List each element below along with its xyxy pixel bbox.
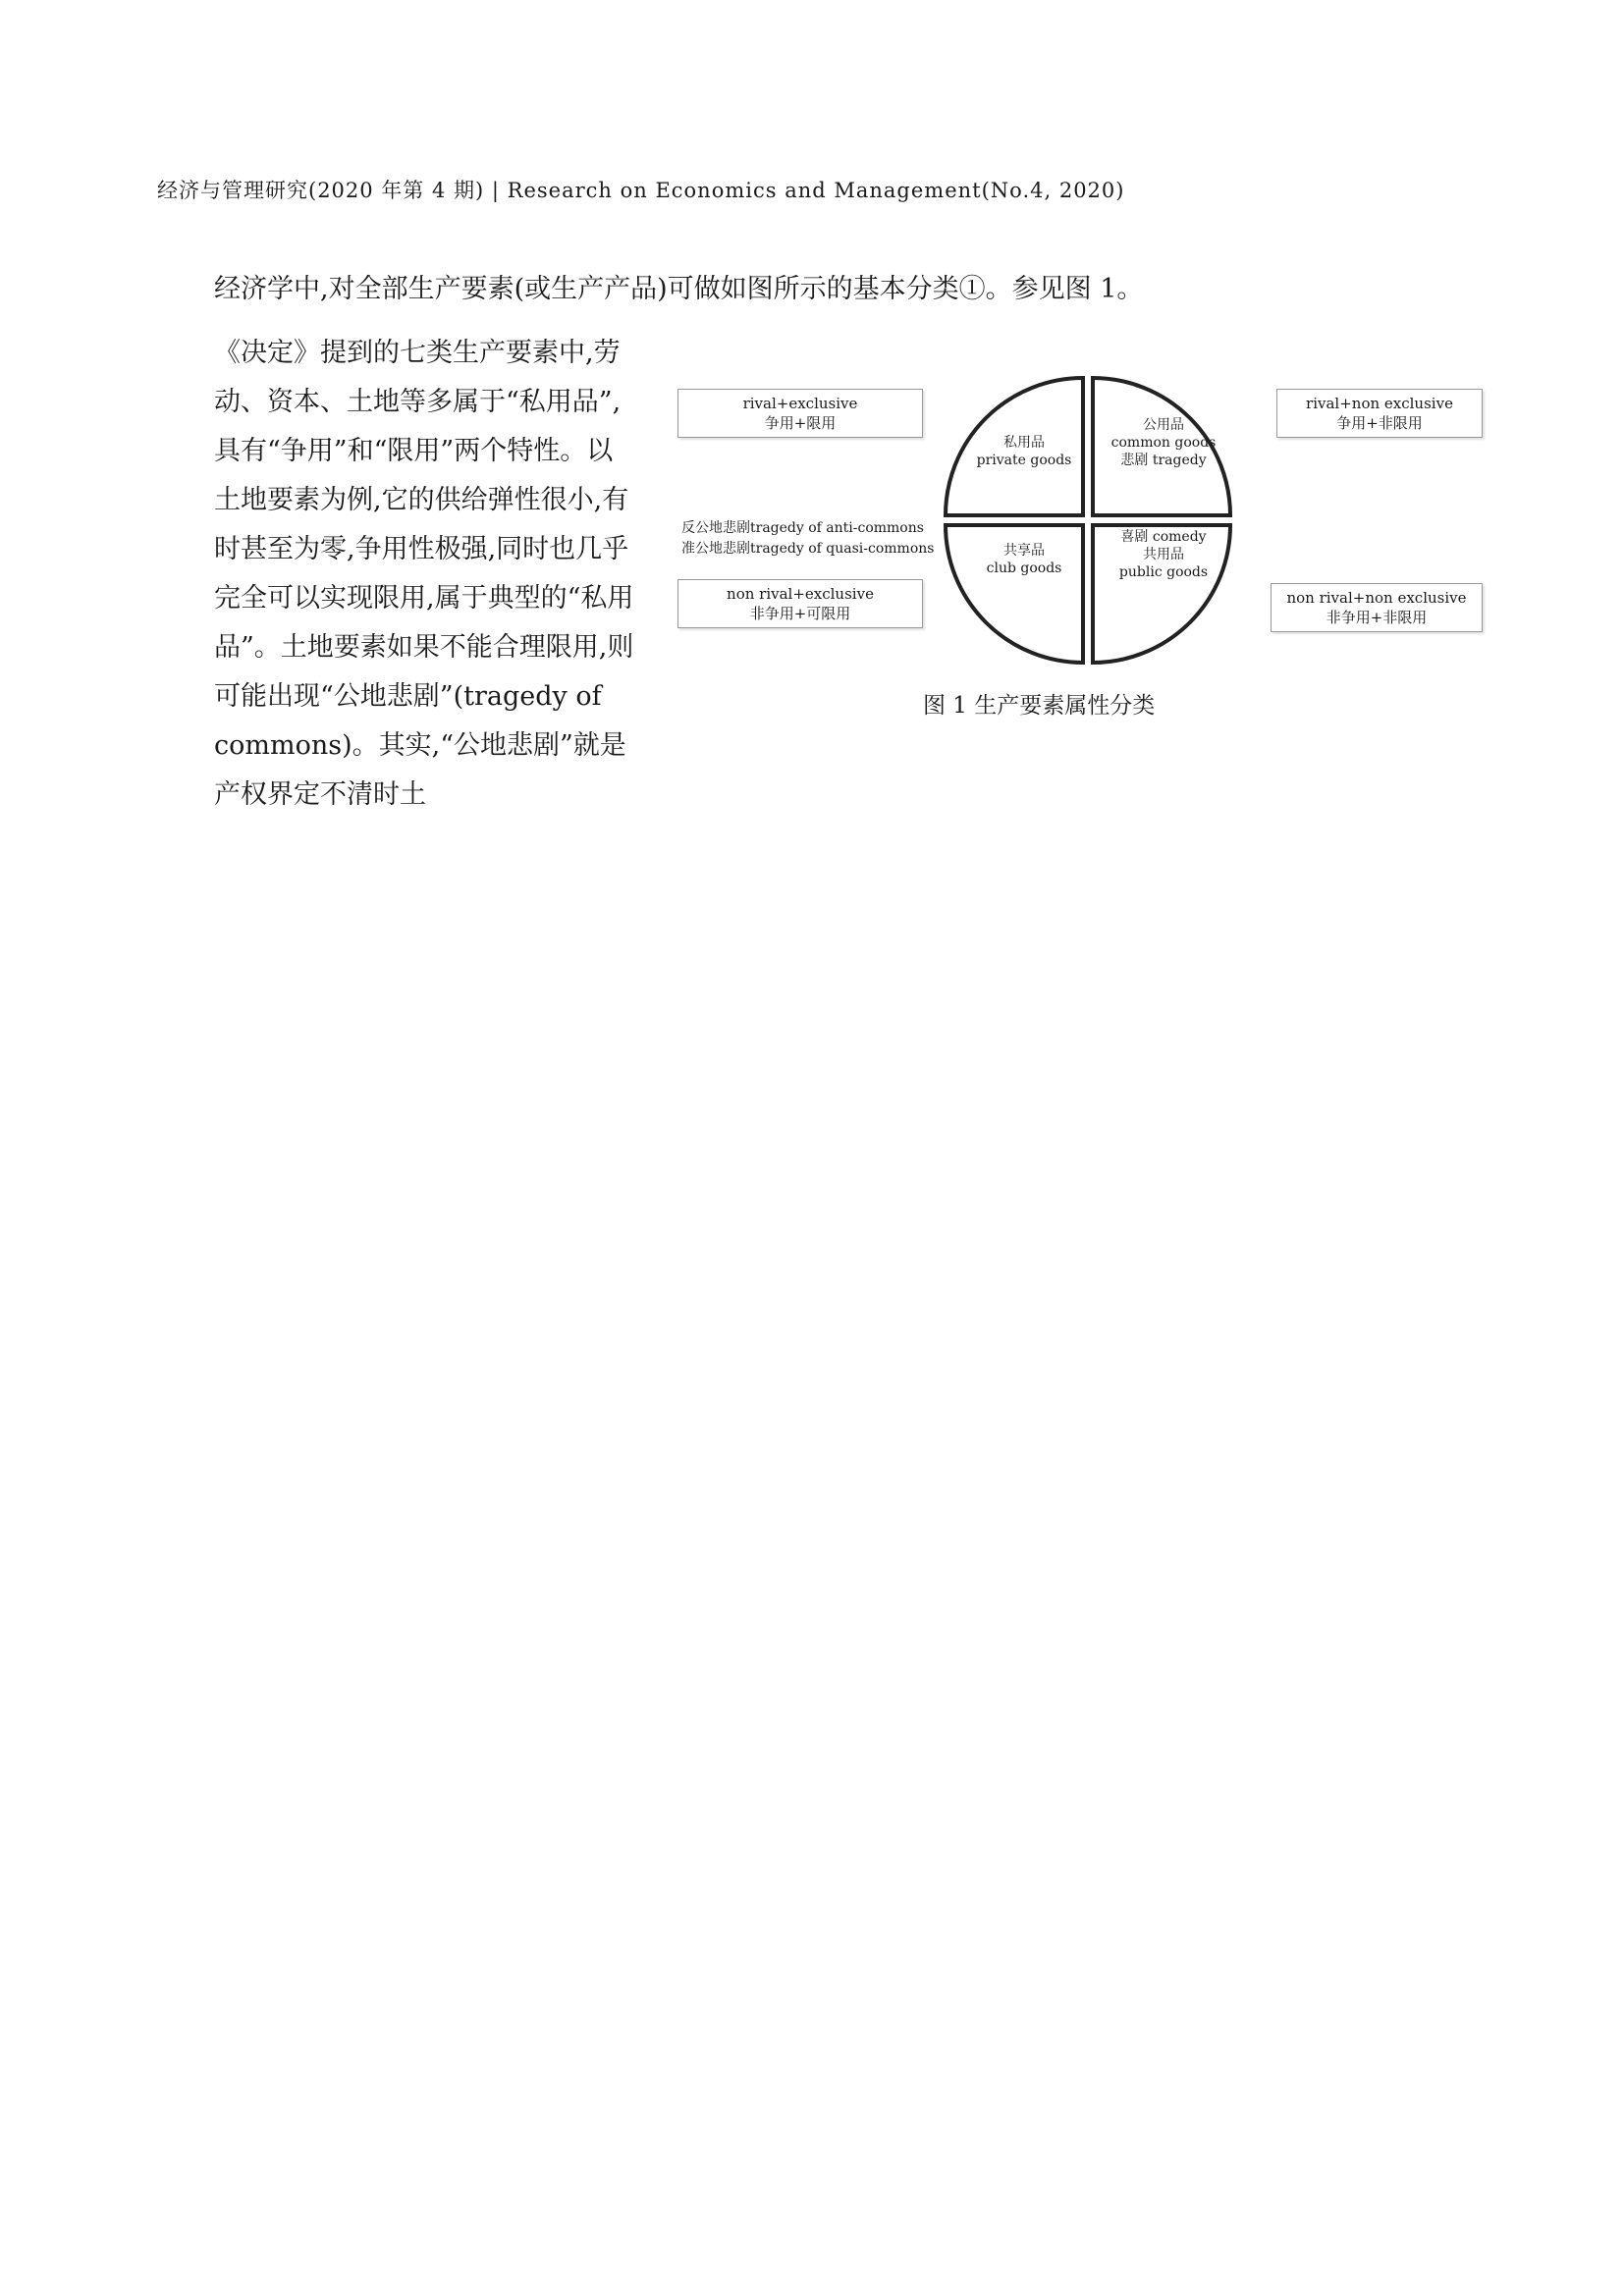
label-nonrival-nonexclusive-en: non rival+non exclusive	[1286, 589, 1467, 607]
label-rival-exclusive-cn: 争用+限用	[764, 414, 837, 432]
quadrant-private	[970, 434, 1078, 469]
quadrant-public	[1100, 528, 1227, 581]
label-rival-nonexclusive-en: rival+non exclusive	[1306, 395, 1453, 412]
quadrant-private-cn: 私用品	[1003, 435, 1045, 451]
anti-commons-note	[681, 518, 947, 560]
label-rival-nonexclusive	[1276, 389, 1483, 438]
anti-commons-text: 反公地悲剧tragedy of anti-commons	[681, 520, 924, 536]
quadrant-common-en: common goods	[1110, 435, 1217, 451]
quadrant-club-cn: 共享品	[1003, 543, 1045, 559]
label-nonrival-nonexclusive	[1271, 583, 1483, 632]
label-nonrival-nonexclusive-cn: 非争用+非限用	[1326, 609, 1428, 626]
quadrant-public-comedy: 喜剧 comedy	[1120, 529, 1207, 545]
quadrant-private-en: private goods	[976, 453, 1072, 468]
running-header: 经济与管理研究(2020 年第 4 期) | Research on Economics and Management(No.4, 2020)	[157, 179, 1125, 202]
quadrant-public-cn: 共用品	[1143, 547, 1184, 562]
quadrant-common-tragedy: 悲剧 tragedy	[1120, 453, 1207, 468]
quadrant-club-en: club goods	[986, 561, 1062, 576]
quadrant-club	[970, 542, 1078, 577]
left-paragraph: 《决定》提到的七类生产要素中,劳动、资本、土地等多属于“私用品”,具有“争用”和“限用”两个特性。以土地要素为例,它的供给弹性很小,有时甚至为零,争用性极强,同时也几乎完全可以实现限用,属于典型的“私用品”。土地要素如果不能合理限用,则可能出现“公地悲剧”(tragedy of commons)。其实,“公地悲剧”就是产权界定不清时土	[214, 338, 634, 810]
quadrant-common	[1100, 416, 1227, 469]
label-rival-nonexclusive-cn: 争用+非限用	[1336, 414, 1423, 432]
quasi-commons-text: 准公地悲剧tragedy of quasi-commons	[681, 541, 935, 557]
label-nonrival-exclusive-cn: 非争用+可限用	[749, 605, 851, 622]
label-rival-exclusive-en: rival+exclusive	[742, 395, 858, 412]
figure-caption: 图 1 生产要素属性分类	[923, 693, 1156, 719]
intro-line: 经济学中,对全部生产要素(或生产产品)可做如图所示的基本分类①。参见图 1。	[214, 274, 1144, 304]
label-nonrival-exclusive-en: non rival+exclusive	[727, 585, 874, 603]
label-nonrival-exclusive	[677, 579, 923, 628]
label-rival-exclusive	[677, 389, 923, 438]
quadrant-public-en: public goods	[1118, 564, 1209, 580]
quadrant-common-cn: 公用品	[1143, 417, 1184, 433]
figure-1	[676, 373, 1490, 667]
